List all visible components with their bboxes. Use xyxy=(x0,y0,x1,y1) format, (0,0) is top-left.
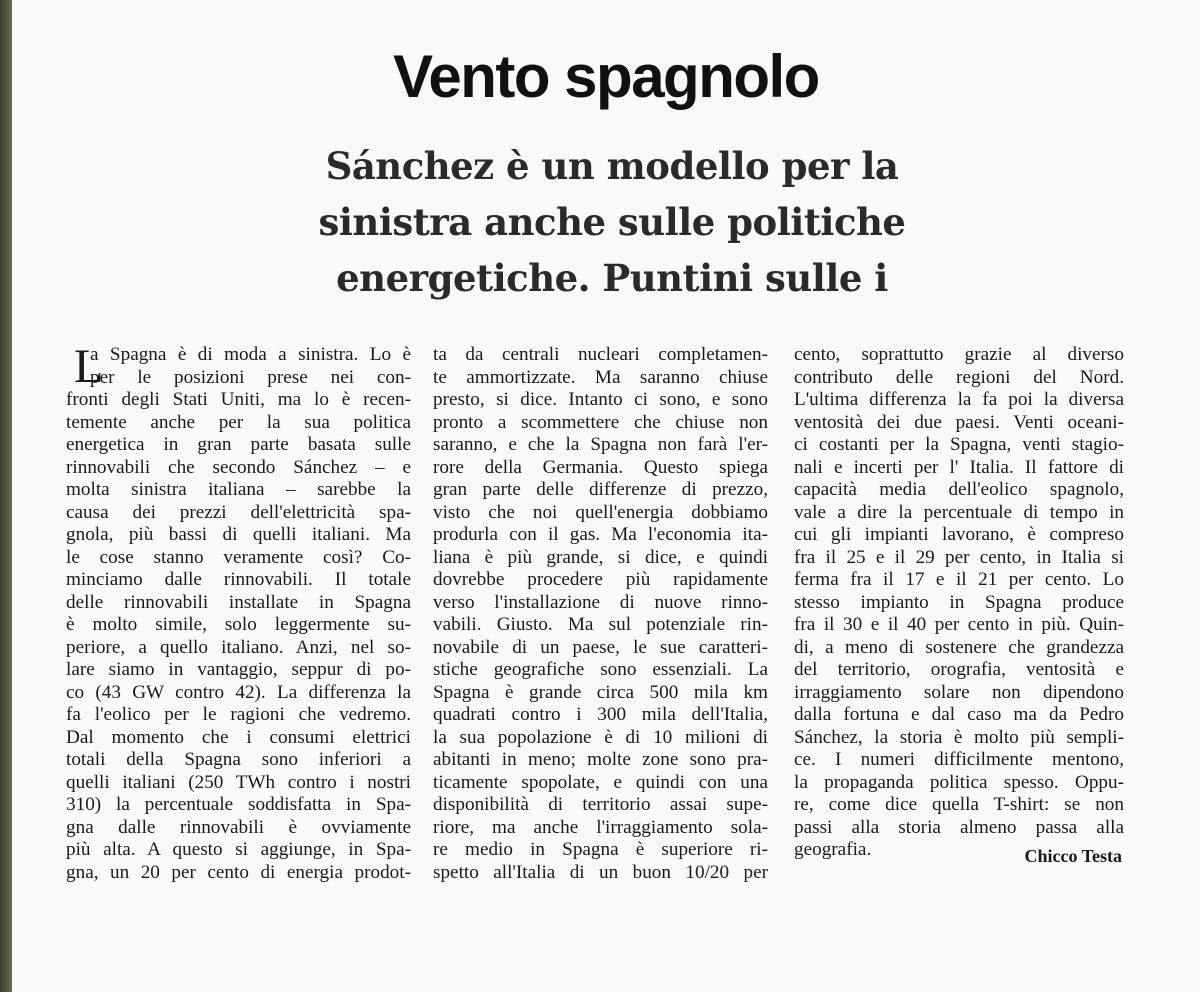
subheadline xyxy=(272,138,952,306)
article-text-line: presto, si dice. Intanto ci sono, e sono xyxy=(433,389,768,410)
article-text-line: pronto a scommettere che chiuse non xyxy=(433,411,768,433)
article-text-line: fronti degli Stati Uniti, ma lo è recen- xyxy=(66,389,411,410)
article-text-line: Dal momento che i consumi elettrici xyxy=(66,726,411,748)
article-text-line: fra il 30 e il 40 per cento in più. Quin- xyxy=(794,614,1124,635)
text-column-2 xyxy=(433,344,768,884)
article-text-line: 310) la percentuale soddisfatta in Spa- xyxy=(66,794,411,815)
article-text-line: novabile di un paese, le sue caratteri- xyxy=(433,636,768,658)
article-text-line: vabili. Giusto. Ma sul potenziale rin- xyxy=(433,614,768,635)
article-text-line: Spagna è grande circa 500 mila km xyxy=(433,681,768,703)
article-text-line: lare siamo in vantaggio, seppur di po- xyxy=(66,659,411,680)
article-text-line: vale a dire la percentuale di tempo in xyxy=(794,501,1124,523)
drop-cap: L xyxy=(74,340,104,393)
article-text-line: è molto simile, solo leggermente su- xyxy=(66,614,411,635)
article-text-line: capacità media dell'eolico spagnolo, xyxy=(794,479,1124,500)
headline: Vento spagnolo xyxy=(393,43,819,110)
article-text-line: ci costanti per la Spagna, venti stagio- xyxy=(794,434,1124,455)
article-text-line: riore, ma anche l'irraggiamento sola- xyxy=(433,816,768,838)
article-text-line: stiche geografiche sono essenziali. La xyxy=(433,659,768,680)
text-column-1 xyxy=(66,340,411,884)
article-text-line: dovrebbe procedere più rapidamente xyxy=(433,569,768,590)
subheadline-line: sinistra anche sulle politiche xyxy=(318,200,906,244)
article-text-line: cui gli impianti lavorano, è compreso xyxy=(794,524,1124,545)
article-text-line: a Spagna è di moda a sinistra. Lo è xyxy=(90,344,411,365)
article-text-line: periore, a quello italiano. Anzi, nel so- xyxy=(66,636,411,658)
article-text-line: liana è più grande, si dice, e quindi xyxy=(433,546,768,568)
article-text-line: gnola, più bassi di quelli italiani. Ma xyxy=(66,524,411,545)
article-text-line: re, come dice quella T-shirt: se non xyxy=(794,794,1124,815)
article-text-line: nali e incerti per l' Italia. Il fattore di xyxy=(794,456,1124,478)
article-text-line: ventosità dei due paesi. Venti oceani- xyxy=(794,411,1124,433)
article-text-line: rinnovabili che secondo Sánchez – e xyxy=(66,456,411,478)
subheadline-line: energetiche. Puntini sulle i xyxy=(336,256,888,300)
article-text-line: la sua popolazione è di 10 milioni di xyxy=(433,726,768,748)
article-text-line: ticamente spopolate, e quindi con una xyxy=(433,771,768,793)
article-text-line: gna, un 20 per cento di energia prodot- xyxy=(66,861,411,883)
article-text-line: del territorio, orografia, ventosità e xyxy=(794,659,1124,680)
article-text-line: verso l'installazione di nuove rinno- xyxy=(433,591,768,613)
article-text-line: quelli italiani (250 TWh contro i nostri xyxy=(66,771,411,793)
article-text-line: le cose stanno veramente così? Co- xyxy=(66,546,411,568)
article-text-line: causa dei prezzi dell'elettricità spa- xyxy=(66,501,411,523)
article-text-line: visto che noi quell'energia dobbiamo xyxy=(433,501,768,523)
article-text-line: rore della Germania. Questo spiega xyxy=(433,456,768,478)
article-text-line: più alta. A questo si aggiunge, in Spa- xyxy=(66,839,411,860)
article-text-line: ta da centrali nucleari completamen- xyxy=(433,344,768,365)
article-text-line: totali della Spagna sono inferiori a xyxy=(66,749,411,770)
article-text-line: di, a meno di sostenere che grandezza xyxy=(794,636,1124,658)
subheadline-line: Sánchez è un modello per la xyxy=(325,144,899,188)
article-text-line: la propaganda politica spesso. Oppu- xyxy=(794,771,1124,793)
article-text-line: contributo delle regioni del Nord. xyxy=(794,366,1124,388)
article-text-line: dalla fortuna e dal caso ma da Pedro xyxy=(794,704,1124,725)
article-text-line: per le posizioni prese nei con- xyxy=(90,366,411,388)
article-text-line: stesso impianto in Spagna produce xyxy=(794,591,1124,613)
byline: Chicco Testa xyxy=(1024,846,1122,866)
article-text-line: Sánchez, la storia è molto più sempli- xyxy=(794,726,1124,748)
article-text-line: delle rinnovabili installate in Spagna xyxy=(66,591,411,613)
article-text-line: geografia. xyxy=(794,839,872,860)
article-text-line: temente anche per la sua politica xyxy=(66,411,411,433)
article-text-line: energetica in gran parte basata sulle xyxy=(66,434,411,455)
article-text-line: passi alla storia almeno passa alla xyxy=(794,816,1124,838)
text-column-3 xyxy=(794,344,1124,862)
article-text-line: co (43 GW contro 42). La differenza la xyxy=(66,681,411,703)
article-text-line: irraggiamento solare non dipendono xyxy=(794,681,1124,703)
scan-edge xyxy=(0,0,12,992)
article-text-line: gna dalle rinnovabili è ovviamente xyxy=(66,816,411,838)
article-text-line: minciamo dalle rinnovabili. Il totale xyxy=(66,569,411,590)
article-text-line: re medio in Spagna è superiore ri- xyxy=(433,839,768,860)
article-text-line: produrla con il gas. Ma l'economia ita- xyxy=(433,524,768,545)
article-text-line: fa l'eolico per le ragioni che vedremo. xyxy=(66,704,411,725)
article-text-line: disponibilità di territorio assai supe- xyxy=(433,794,768,815)
article-text-line: ferma fra il 17 e il 21 per cento. Lo xyxy=(794,569,1124,590)
article-text-line: abitanti in meno; molte zone sono pra- xyxy=(433,749,768,770)
article-text-line: fra il 25 e il 29 per cento, in Italia si xyxy=(794,546,1124,568)
article-text-line: ce. I numeri difficilmente mentono, xyxy=(794,749,1124,770)
article-text-line: spetto all'Italia di un buon 10/20 per xyxy=(433,861,768,883)
article-text-line: cento, soprattutto grazie al diverso xyxy=(794,344,1124,365)
article-text-line: te ammortizzate. Ma saranno chiuse xyxy=(433,366,768,388)
article-text-line: quadrati contro i 300 mila dell'Italia, xyxy=(433,704,768,725)
article-text-line: saranno, e che la Spagna non farà l'er- xyxy=(433,434,768,455)
article-text-line: gran parte delle differenze di prezzo, xyxy=(433,479,768,500)
article-text-line: L'ultima differenza la fa poi la diversa xyxy=(794,389,1124,410)
article-text-line: molta sinistra italiana – sarebbe la xyxy=(66,479,411,500)
